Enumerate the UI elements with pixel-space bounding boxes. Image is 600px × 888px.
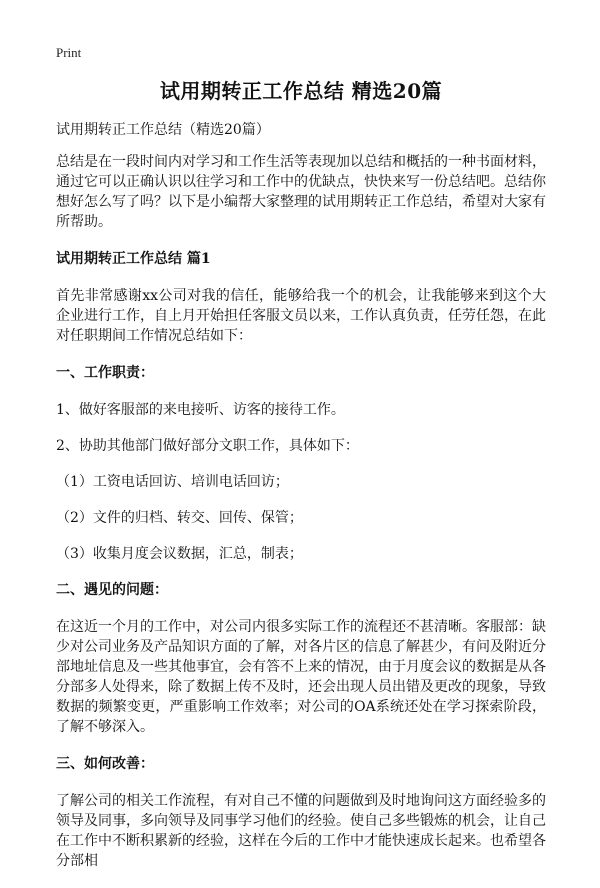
list-item: 2、协助其他部门做好部分文职工作，具体如下： [56, 438, 359, 454]
intro-paragraph: 总结是在一段时间内对学习和工作生活等表现加以总结和概括的一种书面材料，通过它可以正确认识以往学习和工作中的优缺点，快快来写一份总结吧。总结你想好怎么写了吗？以下是小编帮大家整理的试用期转正工作总结，希望对大家有所帮助。 [56, 154, 546, 230]
document-title: 试用期转正工作总结 精选20篇 [159, 79, 443, 103]
document-subtitle: 试用期转正工作总结（精选20篇） [56, 122, 270, 138]
list-item: （2）文件的归档、转交、回传、保管； [56, 510, 303, 526]
list-item: 1、做好客服部的来电接听、访客的接待工作。 [56, 402, 345, 418]
document-body [56, 78, 546, 888]
improvement-paragraph: 了解公司的相关工作流程，有对自己不懂的问题做到及时地询问这方面经验多的领导及同事，多向领导及同事学习他们的经验。使自己多些锻炼的机会，让自己在工作中不断积累新的经验，这样在今后的工作中才能快速成长起来。也希望各分部相 [56, 793, 546, 869]
article-heading: 试用期转正工作总结 篇1 [56, 251, 211, 267]
section-heading-problems: 二、遇见的问题： [56, 582, 168, 598]
list-item: （3）收集月度会议数据，汇总，制表； [56, 546, 303, 562]
problems-paragraph: 在这近一个月的工作中，对公司内很多实际工作的流程还不甚清晰。客服部：缺少对公司业务及产品知识方面的了解，对各片区的信息了解甚少，有问及附近分部地址信息及一些其他事宜，会有答不上来的情况，由于月度会议的数据是从各分部多人处得来，除了数据上传不及时，还会出现人员出错及更改的现象，导致数据的频繁变更，严重影响工作效率；对公司的OA系统还处在学习探索阶段，了解不够深入。 [56, 619, 546, 735]
section-heading-improvement: 三、如何改善： [56, 756, 154, 772]
section-heading-duties: 一、工作职责： [56, 365, 154, 381]
article-intro-paragraph: 首先非常感谢xx公司对我的信任，能够给我一个的机会，让我能够来到这个大企业进行工作，自上月开始担任客服文员以来，工作认真负责，任劳任怨，在此对任职期间工作情况总结如下： [56, 288, 546, 344]
list-item: （1）工资电话回访、培训电话回访； [56, 474, 289, 490]
print-label: Print [56, 45, 82, 60]
